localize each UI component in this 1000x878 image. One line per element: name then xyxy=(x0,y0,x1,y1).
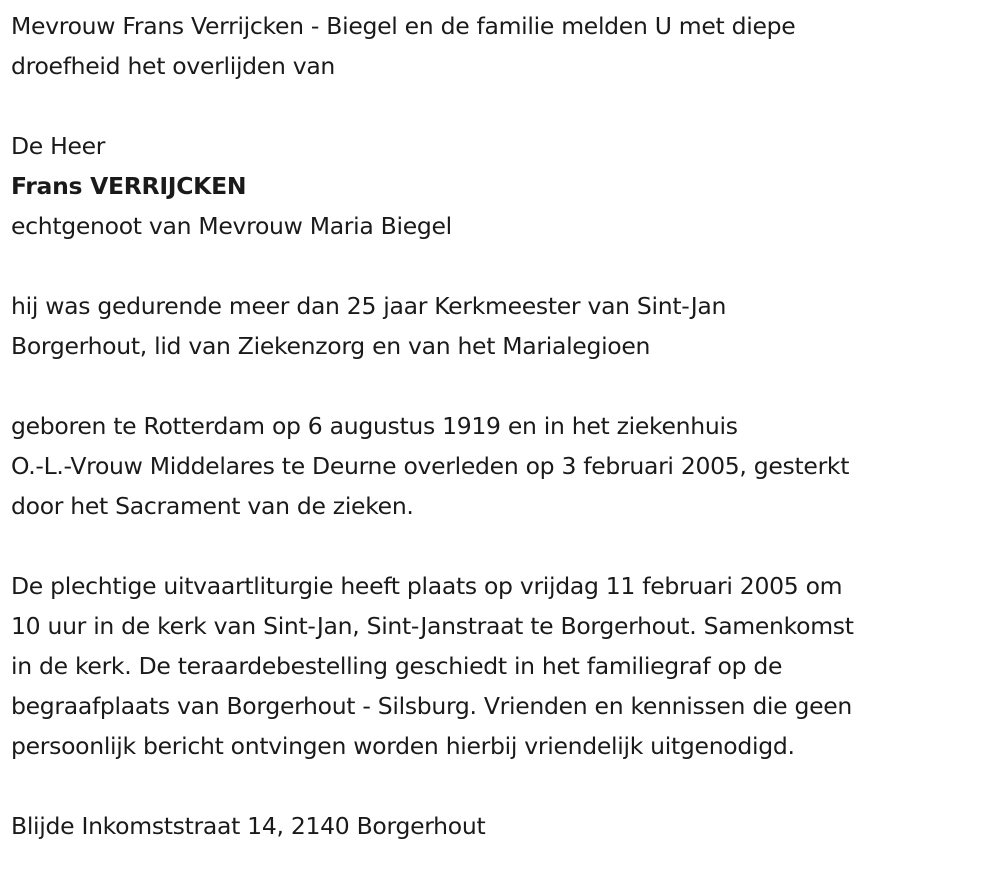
funeral-line: De plechtige uitvaartliturgie heeft plaats op vrijdag 11 februari 2005 om xyxy=(11,572,843,600)
birth-death-line: geboren te Rotterdam op 6 augustus 1919 en in het ziekenhuis xyxy=(11,412,738,440)
funeral-line: 10 uur in de kerk van Sint-Jan, Sint-Janstraat te Borgerhout. Samenkomst xyxy=(11,612,854,640)
honorific: De Heer xyxy=(11,132,106,160)
address: Blijde Inkomststraat 14, 2140 Borgerhout xyxy=(11,812,486,840)
funeral-paragraph xyxy=(11,566,996,766)
funeral-line: begraafplaats van Borgerhout - Silsburg. Vrienden en kennissen die geen xyxy=(11,692,853,720)
paragraph-spacer xyxy=(11,766,996,806)
intro-line: droefheid het overlijden van xyxy=(11,52,336,80)
paragraph-spacer xyxy=(11,246,996,286)
funeral-line: in de kerk. De teraardebestelling geschiedt in het familiegraf op de xyxy=(11,652,783,680)
paragraph-spacer xyxy=(11,86,996,126)
paragraph-spacer xyxy=(11,366,996,406)
spouse-line: echtgenoot van Mevrouw Maria Biegel xyxy=(11,212,452,240)
paragraph-spacer xyxy=(11,526,996,566)
funeral-line: persoonlijk bericht ontvingen worden hierbij vriendelijk uitgenodigd. xyxy=(11,732,795,760)
deceased-name: Frans VERRIJCKEN xyxy=(11,172,247,200)
obituary-notice xyxy=(11,6,996,846)
service-line: hij was gedurende meer dan 25 jaar Kerkmeester van Sint-Jan xyxy=(11,292,727,320)
birth-death-line: O.-L.-Vrouw Middelares te Deurne overleden op 3 februari 2005, gesterkt xyxy=(11,452,850,480)
birth-death-line: door het Sacrament van de zieken. xyxy=(11,492,414,520)
service-line: Borgerhout, lid van Ziekenzorg en van het Marialegioen xyxy=(11,332,651,360)
intro-line: Mevrouw Frans Verrijcken - Biegel en de familie melden U met diepe xyxy=(11,12,796,40)
intro-paragraph xyxy=(11,6,996,86)
service-paragraph xyxy=(11,286,996,366)
birth-death-paragraph xyxy=(11,406,996,526)
